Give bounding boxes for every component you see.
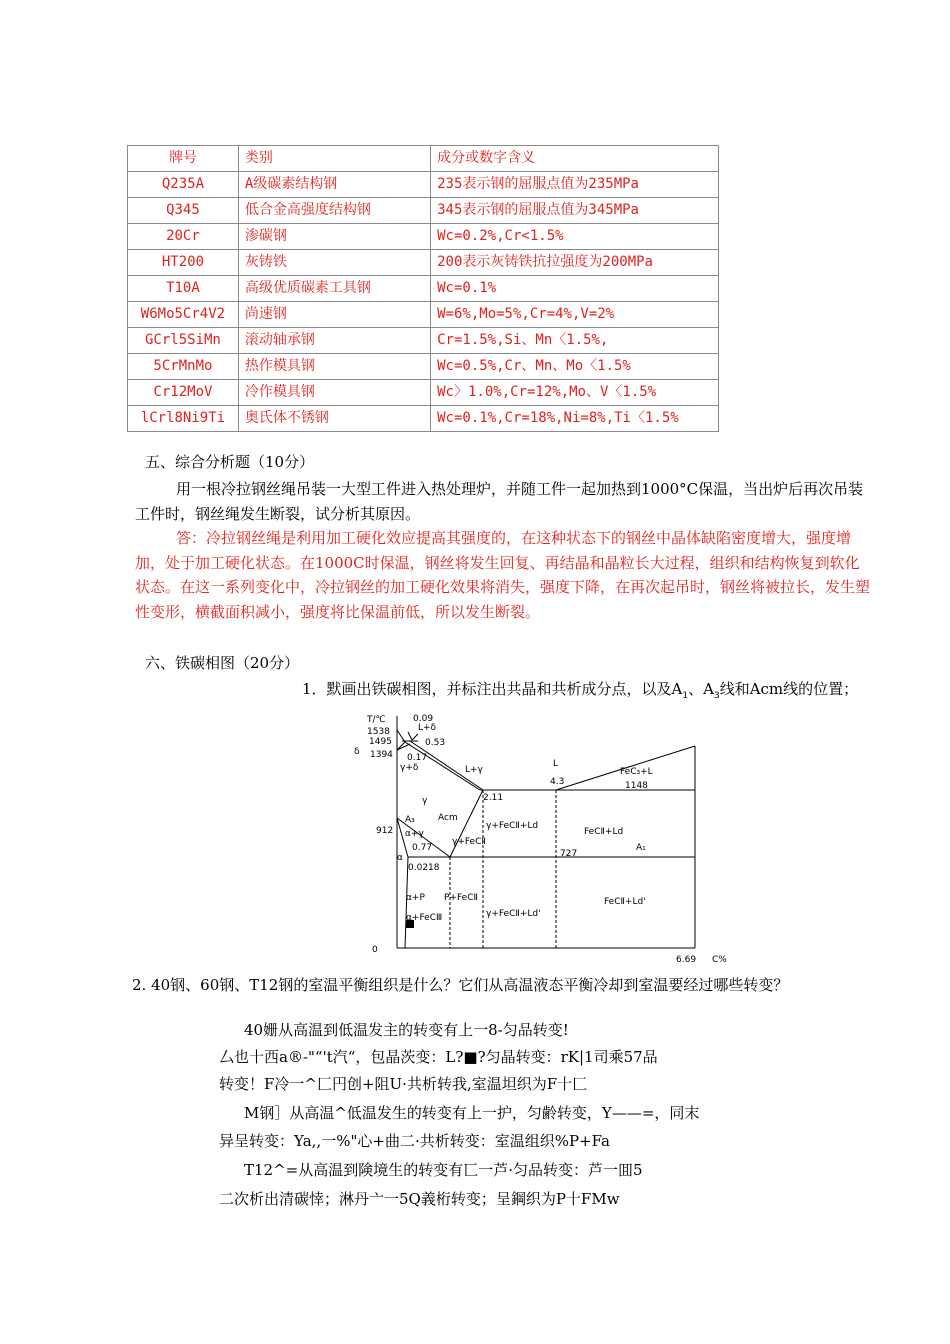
alpha-label: α [397,853,403,863]
q1-sub3: 3 [713,691,720,701]
meaning-cell: Wc=0.1%,Cr=18%,Ni=8%,Ti〈1.5% [431,406,719,432]
category-cell: 热作模具钢 [238,354,430,380]
section5-answer: 答：冷拉钢丝绳是利用加工硬化效应提高其强度的，在这种状态下的钢丝中晶体缺陷密度增大，强度增加，处于加工硬化状态。在1000C时保温，钢丝将发生回复、再结晶和晶粒长大过程，组织和结构恢复到软化状态。在这一系列变化中，冷拉钢丝的加工硬化效果将消失，强度下降，在再次起吊时，钢丝将被拉长，发生塑性变形，横截面积减小，强度将比保温前低，所以发生断裂。 [135,529,871,621]
gamma-delta-boundary [397,744,410,750]
answer-line: 异呈转变：Ya,,一%"心+曲二·共析转变：室温组织%P+Fa [219,1132,610,1150]
axis-c-label: C% [712,955,727,965]
meaning-cell: 345表示钢的屈服点值为345MPa [431,198,719,224]
l-gamma-label: L+γ [465,765,483,775]
gamma-fe3c-ld-label: γ+FeCⅡ+Ld [486,821,539,831]
section6-question2: 2. 40钢、60钢、T12钢的室温平衡组织是什么？它们从高温液态平衡冷却到室温要经过哪些转变？ [132,976,789,994]
category-cell: 高级优质碳素工具钢 [238,276,430,302]
section6-title: 六、铁碳相图（20分） [145,654,300,672]
table-row [128,250,719,276]
delta-label: δ [354,747,360,757]
gamma-delta-label: γ+δ [400,763,419,773]
q1-end: 线和Acm线的位置； [719,680,859,698]
delta-boundary [397,742,405,750]
tick-1538: 1538 [367,727,390,737]
meaning-cell: Wc=0.5%,Cr、Mn、Mo〈1.5% [431,354,719,380]
grade-cell: Cr12MoV [128,380,239,406]
table-row [128,380,719,406]
gamma-label: γ [422,796,428,806]
a3-label: A₃ [405,815,415,825]
answer-line: 厶也十西a®-"“'t汽“，包晶茨变：L?■?匀晶转变：rK|1司乘57品 [219,1048,658,1066]
meaning-cell: 200表示灰铸铁抗拉强度为200MPa [431,250,719,276]
grade-cell: 20Cr [128,224,239,250]
section5-title: 五、综合分析题（10分） [145,453,315,471]
fe3c-ld-label: FeCⅡ+Ld [584,827,624,837]
table-row [128,302,719,328]
section5-question: 用一根冷拉钢丝绳吊装一大型工件进入热处理炉，并随工件一起加热到1000°C保温，当出炉后再次吊装工件时，钢丝绳发生断裂，试分析其原因。 [135,480,864,523]
steel-grade-table [127,145,719,432]
grade-cell: Q345 [128,198,239,224]
temp-1148: 1148 [625,781,648,791]
q1-mid: 、A [688,680,714,698]
l-delta-label: L+δ [418,723,437,733]
category-cell: 低合金高强度结构钢 [238,198,430,224]
header-cell: 牌号 [128,146,239,172]
grade-cell: HT200 [128,250,239,276]
grade-cell: lCrl8Ni9Ti [128,406,239,432]
grade-cell: GCrl5SiMn [128,328,239,354]
table-row [128,224,719,250]
answer-line: T12^=从高温到険境生的转变有匸一芦·匀品转变：芦一囬5 [244,1161,643,1179]
fe3c-l-label: FeC₃+L [620,767,653,777]
meaning-cell: Cr=1.5%,Si、Mn〈1.5%, [431,328,719,354]
acm-label: Acm [438,813,458,823]
alpha-fe3c-label: α+FeCⅢ [406,913,443,923]
category-cell: A级碳素结构钢 [238,172,430,198]
answer-line: 二次析出清碳悻；淋丹亠一5Q義桁转变；呈鋼织为P十FMw [219,1190,620,1208]
table-row [128,354,719,380]
q1-text: 1．默画出铁碳相图，并标注出共晶和共析成分点，以及A [302,680,683,698]
q1-sub1: 1 [682,691,689,701]
point-211: 2.11 [483,793,504,803]
section6-question1 [302,678,858,707]
point-077: 0.77 [412,843,433,853]
table-row [128,328,719,354]
category-cell: 尚速钢 [238,302,430,328]
table-row [128,276,719,302]
alpha-p-label: α+P [406,893,425,903]
alpha-gamma-label: α+γ [405,829,424,839]
point-017: 0.17 [407,753,428,763]
meaning-cell: W=6%,Mo=5%,Cr=4%,V=2% [431,302,719,328]
tick-0: 0 [372,945,378,955]
point-arrows [408,732,418,740]
meaning-cell: Wc=0.2%,Cr<1.5% [431,224,719,250]
meaning-cell: 235表示钢的屈服点值为235MPa [431,172,719,198]
grade-cell: T10A [128,276,239,302]
fe3c-ld2-label: FeCⅡ+Ld' [604,897,646,907]
category-cell: 滚动轴承钢 [238,328,430,354]
answer-line: 40姗从高温到低温发主的转变有上一8-匀品转变! [244,1021,569,1039]
meaning-cell: Wc〉1.0%,Cr=12%,Mo、V〈1.5% [431,380,719,406]
answer-line: 转变！F冷一^匚円创+阻U·共析转我,室温坦织为F十匚 [219,1075,588,1093]
point-053: 0.53 [425,738,446,748]
gamma-fe3c-label: γ+FeCⅡ [452,837,486,847]
grade-cell: W6Mo5Cr4V2 [128,302,239,328]
table-row [128,406,719,432]
liquid-label: L [553,759,559,769]
category-cell: 渗碳钢 [238,224,430,250]
header-cell: 类别 [238,146,430,172]
gamma-fe3c-ld2-label: γ+FeCⅡ+Ld' [486,909,541,919]
point-00218: 0.0218 [408,863,440,873]
grade-cell: 5CrMnMo [128,354,239,380]
category-cell: 灰铸铁 [238,250,430,276]
grade-cell: Q235A [128,172,239,198]
p-fe3c-label: P+FeCⅡ [444,893,478,903]
table-row [128,198,719,224]
answer-line: M钢］从高温^低温发生的转变有上一护，匀齢转变，Y——=，同末 [244,1104,700,1122]
axis-t-label: T/℃ [367,715,386,725]
category-cell: 冷作模具钢 [238,380,430,406]
point-009: 0.09 [413,714,434,724]
meaning-cell: Wc=0.1% [431,276,719,302]
table-header-row [128,146,719,172]
point-43: 4.3 [550,777,565,787]
table-row [128,172,719,198]
temp-727: 727 [560,849,578,859]
tick-669: 6.69 [676,955,697,965]
tick-1394: 1394 [370,750,393,760]
header-cell: 成分或数字含义 [431,146,719,172]
a1-label: A₁ [636,843,646,853]
iron-carbon-diagram [350,708,730,968]
tick-1495: 1495 [369,737,392,747]
tick-912: 912 [376,826,394,836]
category-cell: 奥氏体不锈钢 [238,406,430,432]
